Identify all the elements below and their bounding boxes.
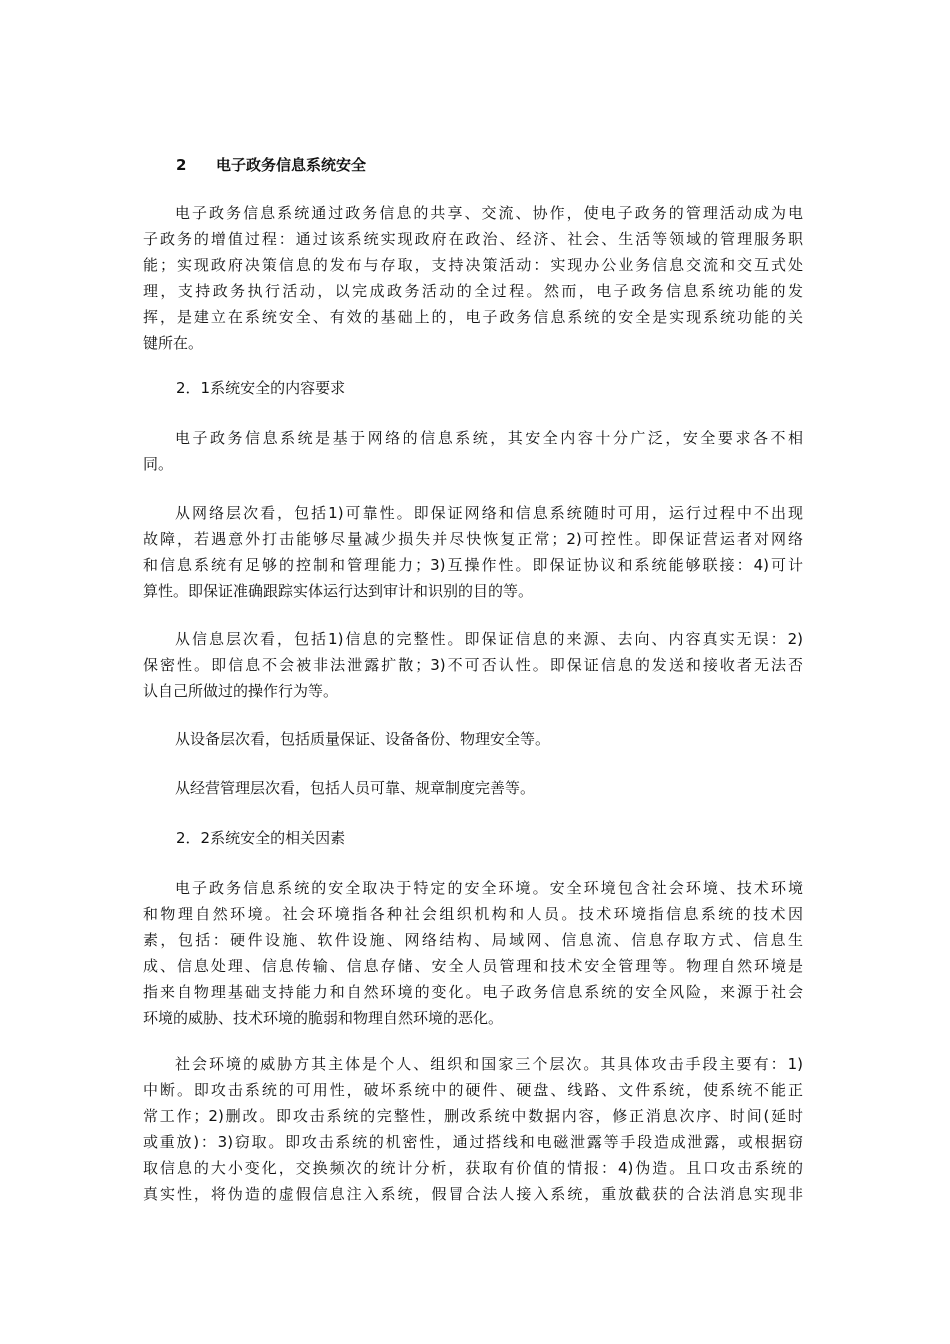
section-title: 电子政务信息系统安全 xyxy=(216,156,367,174)
text-line: 取信息的大小变化，交换频次的统计分析，获取有价值的情报：4)伪造。且口攻击系统的 xyxy=(143,1159,803,1177)
text-line: 电子政务信息系统是基于网络的信息系统，其安全内容十分广泛，安全要求各不相 xyxy=(175,429,803,447)
paragraph-social-threats xyxy=(143,1051,803,1207)
text-line: 从网络层次看，包括1)可靠性。即保证网络和信息系统随时可用，运行过程中不出现 xyxy=(175,504,803,522)
paragraph-management-layer xyxy=(143,775,803,801)
paragraph-network-layer xyxy=(143,500,803,604)
text-line: 保密性。即信息不会被非法泄露扩散；3)不可否认性。即保证信息的发送和接收者无法否 xyxy=(143,656,803,674)
text-line: 键所在。 xyxy=(143,334,204,352)
paragraph-security-environment xyxy=(143,875,803,1031)
text-line: 成、信息处理、信息传输、信息存储、安全人员管理和技术安全管理等。物理自然环境是 xyxy=(143,957,803,975)
paragraph-overview xyxy=(143,200,803,356)
section-number: 2 xyxy=(176,156,187,174)
text-line: 从经营管理层次看，包括人员可靠、规章制度完善等。 xyxy=(175,779,536,797)
text-line: 常工作；2)删改。即攻击系统的完整性，删改系统中数据内容，修正消息次序、时间(延时 xyxy=(143,1107,803,1125)
text-line: 能；实现政府决策信息的发布与存取，支持决策活动：实现办公业务信息交流和交互式处 xyxy=(143,256,803,274)
paragraph-content-requirements xyxy=(143,425,803,477)
paragraph-device-layer xyxy=(143,726,803,752)
subsection-heading-2-2: 2．2系统安全的相关因素 xyxy=(176,829,346,847)
section-heading xyxy=(176,153,366,177)
text-line: 同。 xyxy=(143,455,174,473)
text-line: 子政务的增值过程：通过该系统实现政府在政治、经济、社会、生活等领域的管理服务职 xyxy=(143,230,803,248)
text-line: 理，支持政务执行活动，以完成政务活动的全过程。然而，电子政务信息系统功能的发 xyxy=(143,282,803,300)
text-line: 认自己所做过的操作行为等。 xyxy=(143,682,339,700)
text-line: 从设备层次看，包括质量保证、设备备份、物理安全等。 xyxy=(175,730,551,748)
text-line: 故障，若遇意外打击能够尽量减少损失并尽快恢复正常；2)可控性。即保证营运者对网络 xyxy=(143,530,803,548)
text-line: 从信息层次看，包括1)信息的完整性。即保证信息的来源、去向、内容真实无误：2) xyxy=(175,630,803,648)
text-line: 真实性，将伪造的虚假信息注入系统，假冒合法人接入系统，重放截获的合法消息实现非 xyxy=(143,1185,803,1203)
text-line: 素，包括：硬件设施、软件设施、网络结构、局域网、信息流、信息存取方式、信息生 xyxy=(143,931,803,949)
text-line: 算性。即保证准确跟踪实体运行达到审计和识别的目的等。 xyxy=(143,582,534,600)
text-line: 社会环境的威胁方其主体是个人、组织和国家三个层次。其具体攻击手段主要有：1) xyxy=(175,1055,803,1073)
text-line: 或重放)：3)窃取。即攻击系统的机密性，通过搭线和电磁泄露等手段造成泄露，或根据窃 xyxy=(143,1133,803,1151)
subsection-heading-2-1: 2．1系统安全的内容要求 xyxy=(176,379,346,397)
text-line: 和信息系统有足够的控制和管理能力；3)互操作性。即保证协议和系统能够联接：4)可计 xyxy=(143,556,803,574)
text-line: 电子政务信息系统通过政务信息的共享、交流、协作，使电子政务的管理活动成为电 xyxy=(175,204,803,222)
text-line: 中断。即攻击系统的可用性，破坏系统中的硬件、硬盘、线路、文件系统，使系统不能正 xyxy=(143,1081,803,1099)
text-line: 指来自物理基础支持能力和自然环境的变化。电子政务信息系统的安全风险，来源于社会 xyxy=(143,983,803,1001)
text-line: 环境的威胁、技术环境的脆弱和物理自然环境的恶化。 xyxy=(143,1009,504,1027)
text-line: 电子政务信息系统的安全取决于特定的安全环境。安全环境包含社会环境、技术环境 xyxy=(175,879,803,897)
text-line: 挥，是建立在系统安全、有效的基础上的，电子政务信息系统的安全是实现系统功能的关 xyxy=(143,308,803,326)
paragraph-information-layer xyxy=(143,626,803,704)
text-line: 和物理自然环境。社会环境指各种社会组织机构和人员。技术环境指信息系统的技术因 xyxy=(143,905,803,923)
